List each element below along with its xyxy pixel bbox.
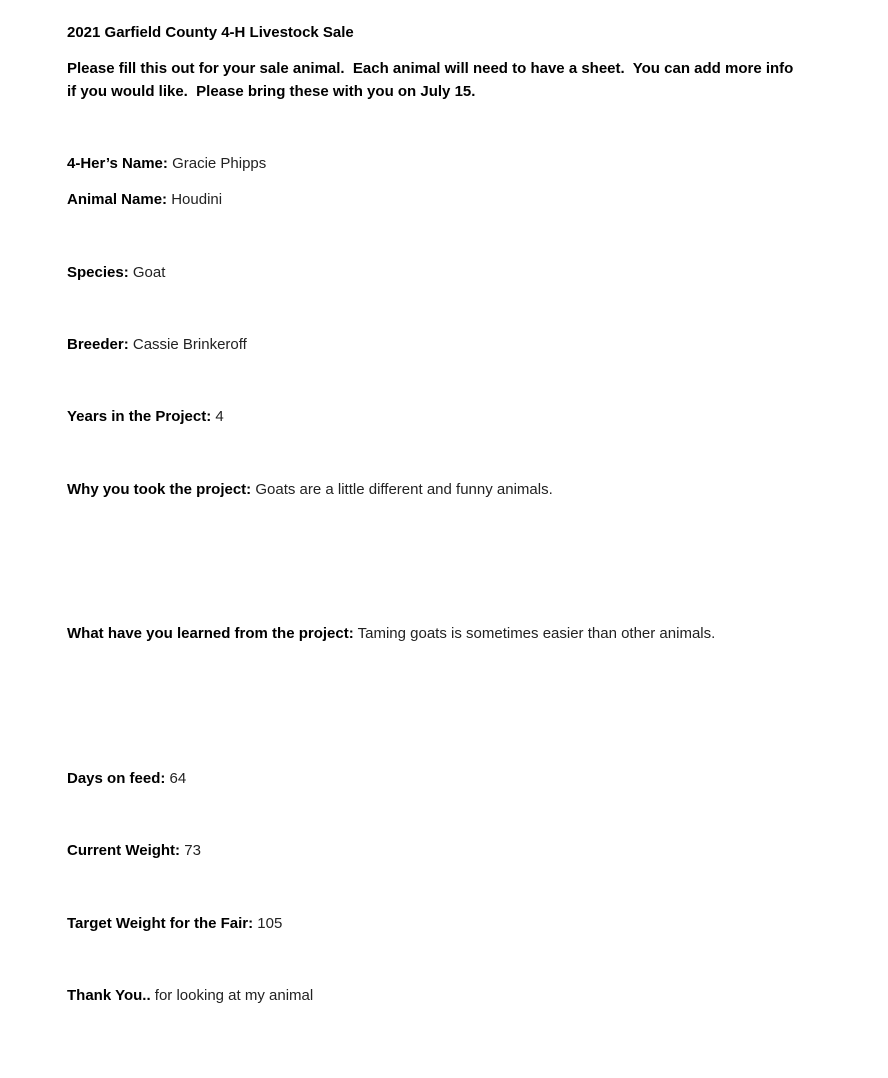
field-label: Animal Name:	[67, 191, 168, 208]
field-label: Target Weight for the Fair:	[67, 915, 254, 932]
field-4her-name	[67, 152, 266, 175]
field-value: Taming goats is sometimes easier than other animals.	[357, 625, 716, 642]
field-label: What have you learned from the project:	[67, 625, 354, 642]
field-value: Goat	[132, 264, 166, 281]
field-why-took-project	[67, 478, 553, 501]
field-days-on-feed	[67, 767, 186, 790]
instructions-line-2: if you would like. Please bring these with you on July 15.	[67, 83, 476, 100]
field-value: for looking at my animal	[154, 987, 314, 1004]
field-animal-name	[67, 188, 222, 211]
instructions	[67, 57, 827, 103]
field-label: Breeder:	[67, 336, 129, 353]
field-label: Days on feed:	[67, 770, 166, 787]
field-years-in-project	[67, 405, 224, 428]
field-species	[67, 261, 165, 284]
field-value: Houdini	[171, 191, 223, 208]
field-value: 4	[215, 408, 224, 425]
field-target-weight	[67, 912, 282, 935]
field-label: 4-Her’s Name:	[67, 155, 168, 172]
field-current-weight	[67, 839, 201, 862]
field-label: Current Weight:	[67, 842, 181, 859]
field-value: 64	[169, 770, 187, 787]
field-value: 73	[184, 842, 201, 859]
field-value: 105	[257, 915, 283, 932]
instructions-line-1: Please fill this out for your sale animal. Each animal will need to have a sheet. You can add more info	[67, 60, 794, 77]
field-breeder	[67, 333, 247, 356]
field-label: Years in the Project:	[67, 408, 212, 425]
document-title: 2021 Garfield County 4-H Livestock Sale	[67, 24, 354, 41]
field-label: Species:	[67, 264, 129, 281]
field-value: Gracie Phipps	[172, 155, 267, 172]
field-thank-you	[67, 984, 313, 1007]
field-label: Why you took the project:	[67, 481, 252, 498]
field-value: Goats are a little different and funny animals.	[255, 481, 553, 498]
field-what-learned	[67, 622, 715, 645]
field-label: Thank You..	[67, 987, 151, 1004]
field-value: Cassie Brinkeroff	[132, 336, 247, 353]
